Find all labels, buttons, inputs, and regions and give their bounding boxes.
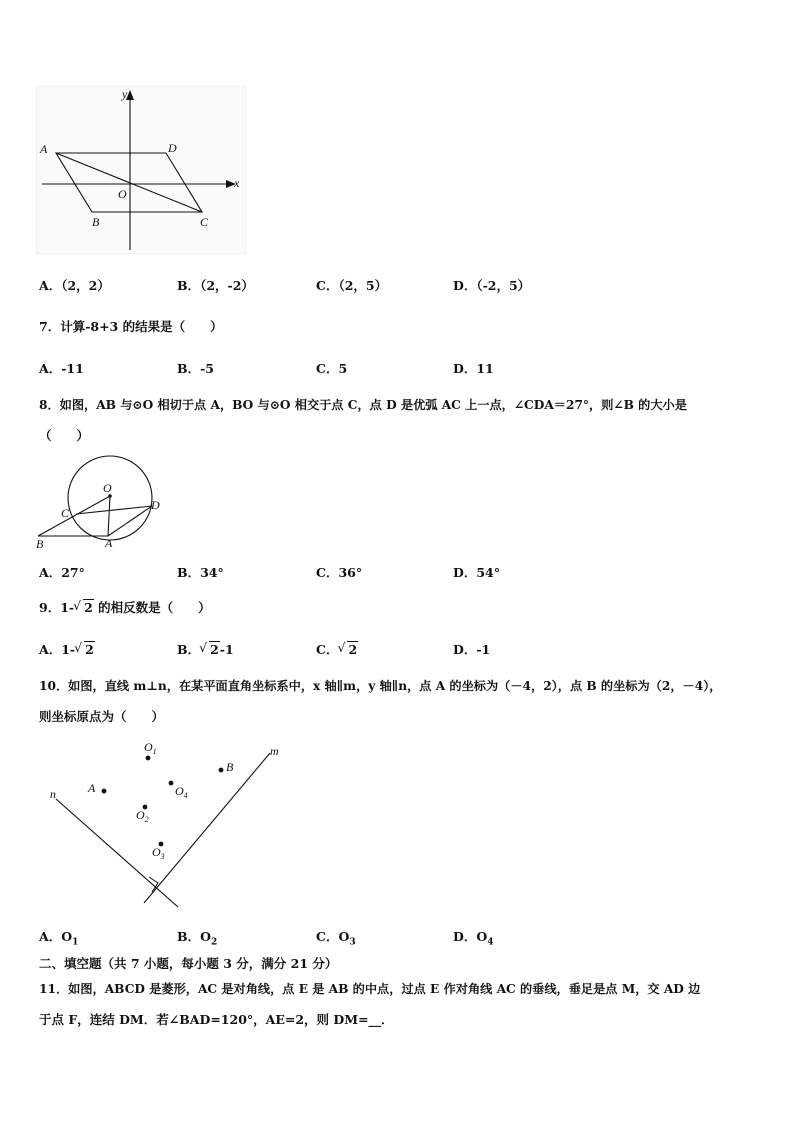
q8-stem-line1: 8．如图，AB 与⊙O 相切于点 A，BO 与⊙O 相交于点 C，点 D 是优弧 AC 上一点，∠CDA＝27°，则∠B 的大小是 xyxy=(39,398,687,412)
q9-option-b-radicand: 2 xyxy=(210,642,219,657)
sqrt-icon xyxy=(76,642,95,657)
label-o4-main: O xyxy=(175,784,184,798)
label-a: A xyxy=(40,142,48,156)
sqrt-icon xyxy=(339,642,358,657)
section-heading: 二、填空题（共 7 小题，每小题 3 分，满分 21 分） xyxy=(39,956,338,971)
q11-line2: 于点 F，连结 DM．若∠BAD=120°，AE=2，则 DM=__． xyxy=(39,1012,394,1027)
q6-option-b[interactable]: B．（2，-2） xyxy=(177,278,254,293)
q10-option-c-main: C．O xyxy=(316,929,350,944)
sqrt-icon xyxy=(201,642,220,657)
label-o1 xyxy=(144,740,157,756)
label-n: n xyxy=(50,787,56,801)
q10-option-b-sub: 2 xyxy=(210,937,218,948)
label-b: B xyxy=(226,760,234,774)
label-o2-main: O xyxy=(136,808,145,822)
q10-option-a[interactable] xyxy=(39,927,78,948)
label-o3-main: O xyxy=(152,845,161,859)
label-y: y xyxy=(122,87,128,101)
q8-option-c[interactable]: C．36° xyxy=(316,565,363,580)
q10-option-b-main: B．O xyxy=(177,929,211,944)
q9-option-a[interactable] xyxy=(39,640,95,658)
segment-bo xyxy=(38,496,110,536)
point-o1 xyxy=(146,756,151,761)
q10-option-d-sub: 4 xyxy=(487,937,494,948)
q9-option-b[interactable] xyxy=(177,640,234,658)
segment-oa xyxy=(108,496,110,536)
label-c: C xyxy=(200,215,209,229)
q11-line1: 11．如图，ABCD 是菱形，AC 是对角线，点 E 是 AB 的中点，过点 E 作对角线 AC 的垂线，垂足是点 M，交 AD 边 xyxy=(39,982,701,996)
q9-stem-suffix: 的相反数是（ ） xyxy=(93,600,211,615)
point-a xyxy=(102,789,107,794)
label-x: x xyxy=(234,176,240,190)
q8-option-b[interactable]: B．34° xyxy=(177,565,224,580)
q10-option-a-sub: 1 xyxy=(72,937,79,948)
q10-stem-line2: 则坐标原点为（ ） xyxy=(39,709,165,724)
q8-figure xyxy=(32,454,162,550)
q9-stem-prefix: 9．1- xyxy=(39,600,75,615)
q10-option-c[interactable] xyxy=(316,927,356,948)
label-o1-main: O xyxy=(144,740,153,754)
q6-option-a[interactable]: A．（2，2） xyxy=(39,278,110,293)
label-o3-sub: 3 xyxy=(160,852,165,861)
label-o2-sub: 2 xyxy=(144,815,149,824)
q9-option-c-radicand: 2 xyxy=(348,642,358,657)
label-c: C xyxy=(61,506,70,520)
q9-stem xyxy=(39,598,211,616)
q9-option-c-prefix: C． xyxy=(316,642,339,657)
label-d: D xyxy=(168,141,177,155)
q9-stem-radicand: 2 xyxy=(84,600,93,615)
q10-stem-line1: 10．如图，直线 m⊥n，在某平面直角坐标系中，x 轴∥m，y 轴∥n，点 A 的坐标为（－4，2），点 B 的坐标为（2，－4）， xyxy=(39,679,722,693)
label-b: B xyxy=(36,537,44,550)
label-o1-sub: 1 xyxy=(152,747,157,756)
q7-option-a[interactable]: A．-11 xyxy=(39,361,84,376)
q9-option-d[interactable]: D．-1 xyxy=(453,642,491,657)
q8-option-a[interactable]: A．27° xyxy=(39,565,85,580)
segment-cd xyxy=(76,506,152,514)
label-o2 xyxy=(136,808,149,824)
q10-option-c-sub: 3 xyxy=(349,937,356,948)
label-a: A xyxy=(105,536,113,550)
q10-figure xyxy=(40,735,300,915)
q9-option-b-prefix: B． xyxy=(177,642,201,657)
q7-option-d[interactable]: D．11 xyxy=(453,361,494,376)
q10-option-d-main: D．O xyxy=(453,929,488,944)
sqrt-icon xyxy=(75,600,94,615)
q10-option-b[interactable] xyxy=(177,927,217,948)
right-angle-mark xyxy=(149,877,158,892)
q6-option-c[interactable]: C．（2，5） xyxy=(316,278,388,293)
label-o4-sub: 4 xyxy=(183,791,188,800)
label-d: D xyxy=(151,498,160,512)
label-o: O xyxy=(103,481,112,495)
label-a: A xyxy=(88,781,96,795)
q9-option-c[interactable] xyxy=(316,640,358,658)
label-o3 xyxy=(152,845,165,861)
label-b: B xyxy=(92,215,100,229)
q9-option-a-radicand: 2 xyxy=(85,642,94,657)
point-b xyxy=(219,768,224,773)
point-o4 xyxy=(169,781,174,786)
q9-option-b-suffix: -1 xyxy=(219,642,234,657)
q7-option-c[interactable]: C．5 xyxy=(316,361,348,376)
q7-stem: 7．计算-8+3 的结果是（ ） xyxy=(39,319,223,334)
q6-figure xyxy=(36,86,246,254)
label-o4 xyxy=(175,784,188,800)
q9-option-a-prefix: A．1- xyxy=(39,642,76,657)
q7-option-b[interactable]: B．-5 xyxy=(177,361,214,376)
line-m xyxy=(144,753,270,903)
label-o: O xyxy=(118,187,127,201)
q8-stem-line2: （ ） xyxy=(39,428,90,443)
label-m: m xyxy=(270,744,279,758)
q8-option-d[interactable]: D．54° xyxy=(453,565,500,580)
q10-option-a-main: A．O xyxy=(39,929,73,944)
q6-option-d[interactable]: D．（-2，5） xyxy=(453,278,531,293)
q10-option-d[interactable] xyxy=(453,927,494,948)
